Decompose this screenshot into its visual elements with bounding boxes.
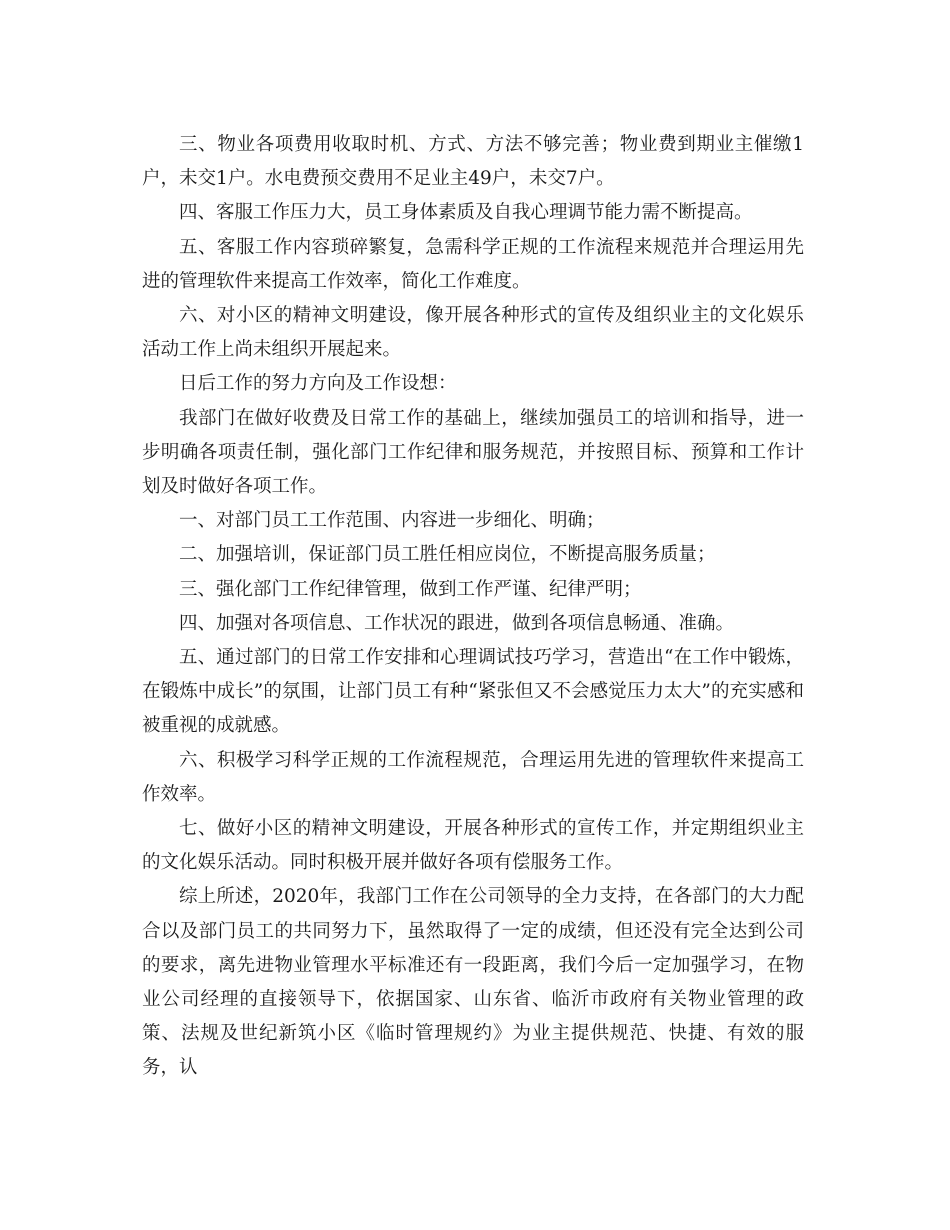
paragraph-community-culture: 六、对小区的精神文明建设，像开展各种形式的宣传及组织业主的文化娱乐活动工作上尚未组织开展起来。 [142,305,804,361]
plan-item-1: 一、对部门员工工作范围、内容进一步细化、明确； [179,510,605,532]
plan-item-4: 四、加强对各项信息、工作状况的跟进，做到各项信息畅通、准确。 [179,612,735,634]
plan-item-6: 六、积极学习科学正规的工作流程规范，合理运用先进的管理软件来提高工作效率。 [142,749,804,805]
paragraph-summary: 综上所述，2020年，我部门工作在公司领导的全力支持，在各部门的大力配合以及部门员工的共同努力下，虽然取得了一定的成绩，但还没有完全达到公司的要求，离先进物业管理水平标准还有一段距离，我们今后一定加强学习，在物业公司经理的直接领导下，依据国家、山东省、临沂市政府有关物业管理的政策、法规及世纪新筑小区《临时管理规约》为业主提供规范、快捷、有效的服务，认 [142,886,804,1079]
plan-item-2: 二、加强培训，保证部门员工胜任相应岗位，不断提高服务质量； [179,544,716,566]
plan-item-5: 五、通过部门的日常工作安排和心理调试技巧学习，营造出“在工作中锻炼，在锻炼中成长”的氛围，让部门员工有种“紧张但又不会感觉压力太大”的充实感和被重视的成就感。 [142,647,804,737]
plan-item-3: 三、强化部门工作纪律管理，做到工作严谨、纪律严明； [179,578,642,600]
paragraph-department-intro: 我部门在做好收费及日常工作的基础上，继续加强员工的培训和指导，进一步明确各项责任制，强化部门工作纪律和服务规范，并按照目标、预算和工作计划及时做好各项工作。 [142,407,804,498]
plan-item-7: 七、做好小区的精神文明建设，开展各种形式的宣传工作，并定期组织业主的文化娱乐活动。同时积极开展并做好各项有偿服务工作。 [142,818,804,874]
paragraph-workflow: 五、客服工作内容琐碎繁复，急需科学正规的工作流程来规范并合理运用先进的管理软件来提高工作效率，简化工作难度。 [142,236,804,292]
section-heading-future-plans: 日后工作的努力方向及工作设想： [179,373,457,395]
paragraph-service-pressure: 四、客服工作压力大，员工身体素质及自我心理调节能力需不断提高。 [179,202,753,224]
paragraph-fee-collection: 三、物业各项费用收取时机、方式、方法不够完善；物业费到期业主催缴1户，未交1户。水电费预交费用不足业主49户，未交7户。 [142,134,804,190]
document-body [142,128,804,1086]
